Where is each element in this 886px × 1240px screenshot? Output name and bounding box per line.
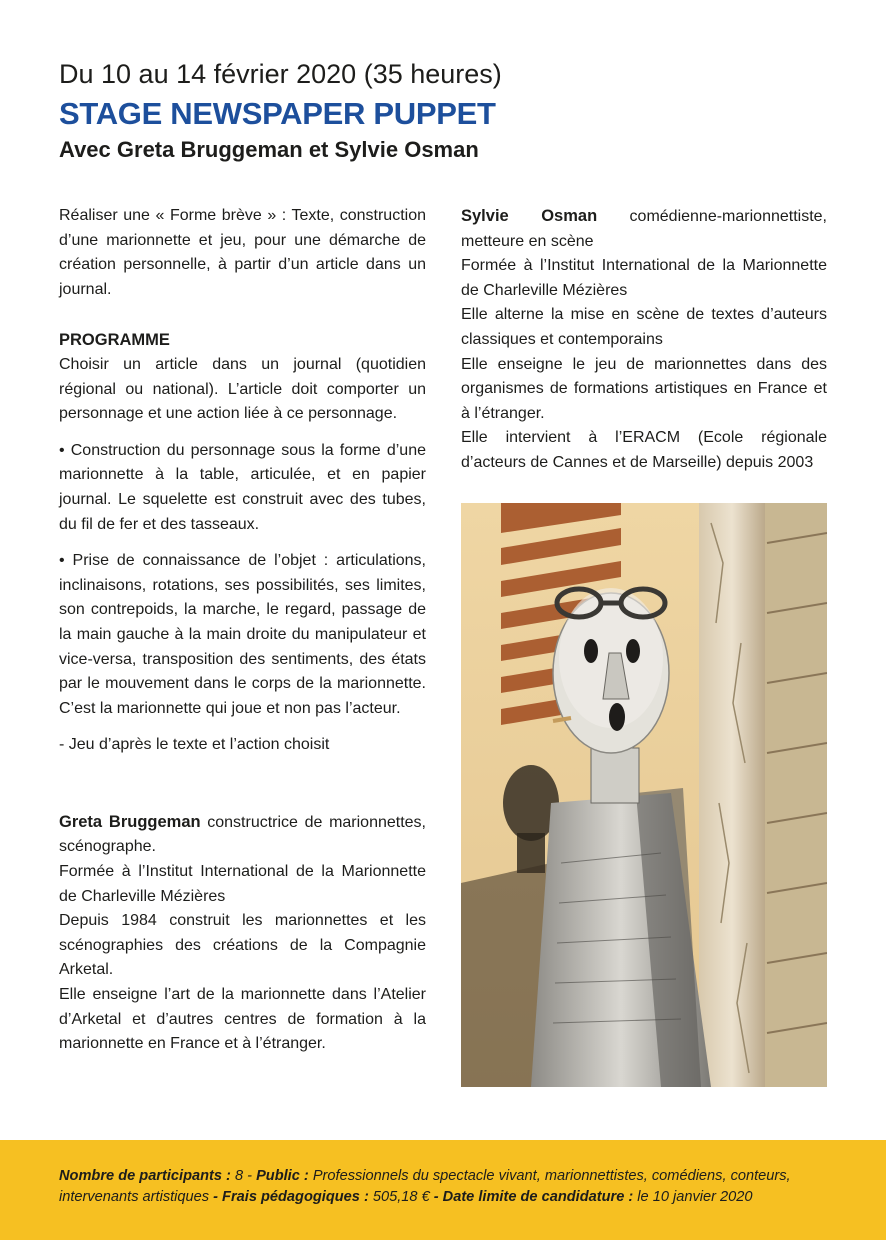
deadline-value: le 10 janvier 2020 xyxy=(633,1188,753,1205)
page-subtitle: Avec Greta Bruggeman et Sylvie Osman xyxy=(59,137,479,162)
footer-info-bar xyxy=(0,1140,886,1240)
public-value: Professionnels du spectacle vivant, marionnettistes, comédiens, conteurs, intervenants artistiques xyxy=(59,1168,791,1205)
deadline-label: - Date limite de candidature : xyxy=(433,1188,634,1205)
right-column xyxy=(461,204,827,476)
sylvie-bio-intro xyxy=(461,204,827,254)
sylvie-bio-eracm: Elle intervient à l’ERACM (Ecole régionale d’acteurs de Cannes et de Marseille) depuis 2003 xyxy=(461,429,827,471)
greta-bio-intro xyxy=(59,810,426,860)
greta-bio-work: Depuis 1984 construit les marionnettes et les scénographies des créations de la Compagnie Arketal. xyxy=(59,912,426,979)
sylvie-bio-direction: Elle alterne la mise en scène de textes d’auteurs classiques et contemporains xyxy=(461,306,827,348)
public-label: Public : xyxy=(256,1168,309,1184)
puppet-photo xyxy=(461,503,827,1087)
page-title: STAGE NEWSPAPER PUPPET xyxy=(59,96,496,131)
header xyxy=(59,56,839,165)
programme-bullet-object: • Prise de connaissance de l’objet : articulations, inclinaisons, rotations, ses possibilités, ses limites, son contrepoids, la marche, le regard, passage de la main gauche à la main droite du manipulateur et vice-versa, transposition des sentiments, des états par le mouvement dans le corps de la marionnette. C’est la marionnette qui joue et non pas l’acteur. xyxy=(59,552,426,717)
programme-bullet-construction: • Construction du personnage sous la forme d’une marionnette à la table, articulée, et en papier journal. Le squelette est construit avec des tubes, du fil de fer et des tasseaux. xyxy=(59,441,426,533)
footer-details xyxy=(59,1166,829,1207)
greta-name: Greta Bruggeman xyxy=(59,812,201,831)
greta-bio-teaching: Elle enseigne l’art de la marionnette dans l’Atelier d’Arketal et d’autres centres de formation à la marionnette en France et à l’étranger. xyxy=(59,986,426,1053)
participants-label: Nombre de participants : xyxy=(59,1168,231,1184)
sylvie-role: comédienne-marionnettiste, metteure en scène xyxy=(461,208,827,250)
greta-bio-training: Formée à l’Institut International de la Marionnette de Charleville Mézières xyxy=(59,863,426,905)
programme-dash-item: - Jeu d’après le texte et l’action choisit xyxy=(59,736,330,754)
event-dates: Du 10 au 14 février 2020 (35 heures) xyxy=(59,59,502,89)
sylvie-bio-training: Formée à l’Institut International de la Marionnette de Charleville Mézières xyxy=(461,257,827,299)
fees-value: 505,18 € xyxy=(368,1188,434,1205)
programme-paragraph: Choisir un article dans un journal (quotidien régional ou national). L’article doit comporter un personnage et une action liée à ce personnage. xyxy=(59,355,426,423)
programme-heading: PROGRAMME xyxy=(59,331,170,350)
participants-value: 8 - xyxy=(230,1168,257,1184)
fees-label: - Frais pédagogiques : xyxy=(213,1188,369,1205)
left-column xyxy=(59,204,426,1057)
sylvie-name: Sylvie Osman xyxy=(461,207,598,225)
sylvie-bio-teaching: Elle enseigne le jeu de marionnettes dans des organismes de formations artistiques en France et à l’étranger. xyxy=(461,355,827,422)
intro-paragraph: Réaliser une « Forme brève » : Texte, construction d’une marionnette et jeu, pour une démarche de création personnelle, à partir d’un article dans un journal. xyxy=(59,207,426,298)
greta-role: constructrice de marionnettes, scénographe. xyxy=(59,813,427,856)
